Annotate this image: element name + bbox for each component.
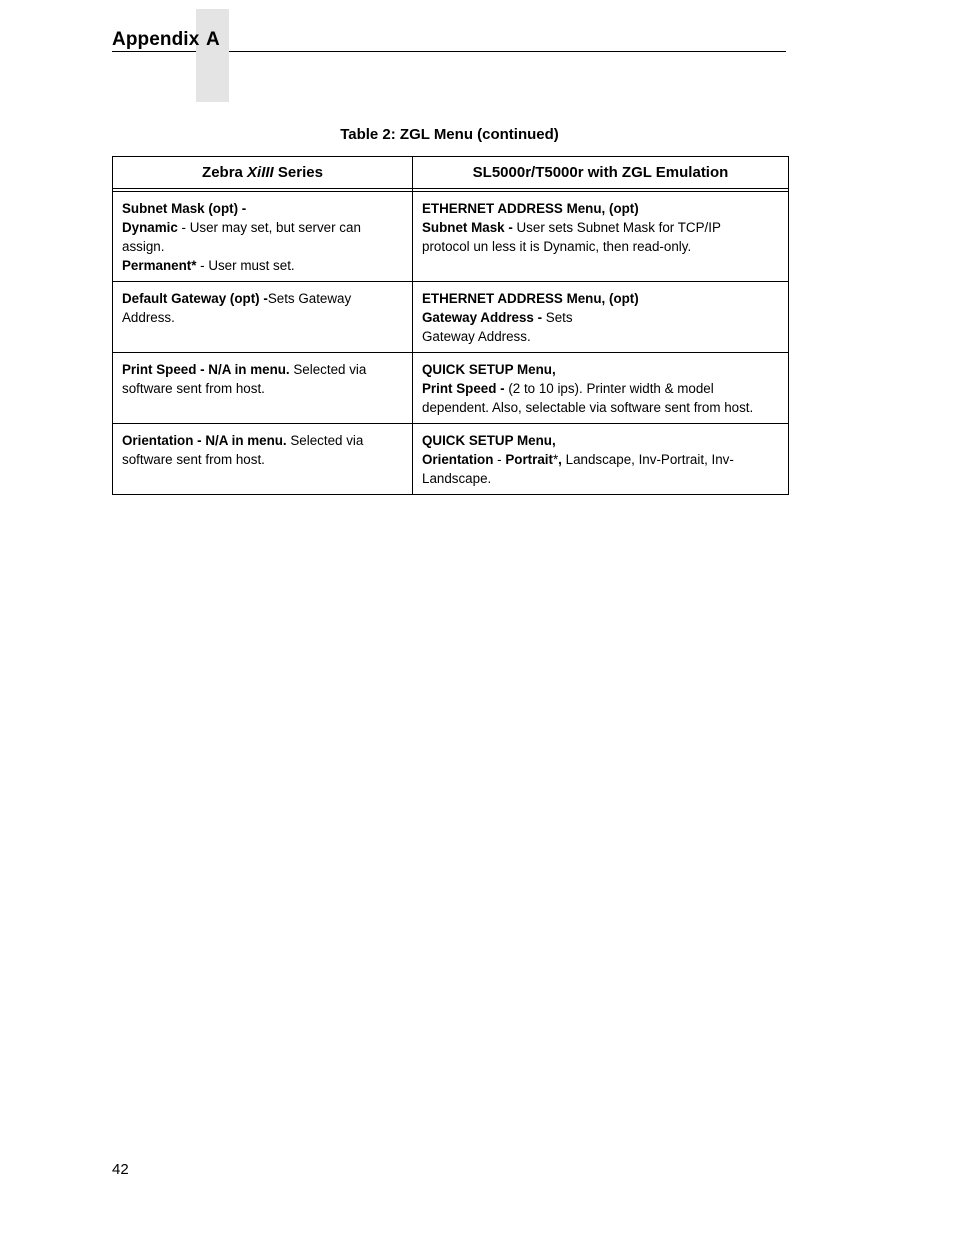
table-row — [113, 282, 789, 353]
zebra-cell: Subnet Mask (opt) - Dynamic - User may set, but server can assign. Permanent* - User must set. — [113, 192, 413, 282]
page-number: 42 — [112, 1161, 129, 1178]
column-header-zebra: Zebra XiIII Series — [113, 157, 413, 189]
zebra-cell: Print Speed - N/A in menu. Selected via software sent from host. — [113, 353, 413, 424]
zgl-menu-table — [112, 156, 789, 495]
header-rule — [229, 51, 786, 52]
emulation-cell: ETHERNET ADDRESS Menu, (opt) Subnet Mask - User sets Subnet Mask for TCP/IP protocol un less it is Dynamic, then read-only. — [413, 192, 789, 282]
emulation-cell: QUICK SETUP Menu, Orientation - Portrait*, Landscape, Inv-Portrait, Inv- Landscape. — [413, 424, 789, 495]
appendix-letter: A — [206, 29, 220, 50]
appendix-heading: Appendix — [112, 29, 200, 50]
table-caption: Table 2: ZGL Menu (continued) — [340, 126, 559, 143]
table-row — [113, 353, 789, 424]
emulation-cell: ETHERNET ADDRESS Menu, (opt) Gateway Address - Sets Gateway Address. — [413, 282, 789, 353]
section-tab — [196, 9, 229, 102]
column-header-sl5000r: SL5000r/T5000r with ZGL Emulation — [413, 157, 789, 189]
table-row — [113, 424, 789, 495]
zebra-cell: Orientation - N/A in menu. Selected via software sent from host. — [113, 424, 413, 495]
table-header-row — [113, 157, 789, 189]
header-rule — [112, 51, 196, 52]
emulation-cell: QUICK SETUP Menu, Print Speed - (2 to 10 ips). Printer width & model dependent. Also, selectable via software sent from host. — [413, 353, 789, 424]
table-row — [113, 192, 789, 282]
zebra-cell: Default Gateway (opt) -Sets Gateway Address. — [113, 282, 413, 353]
